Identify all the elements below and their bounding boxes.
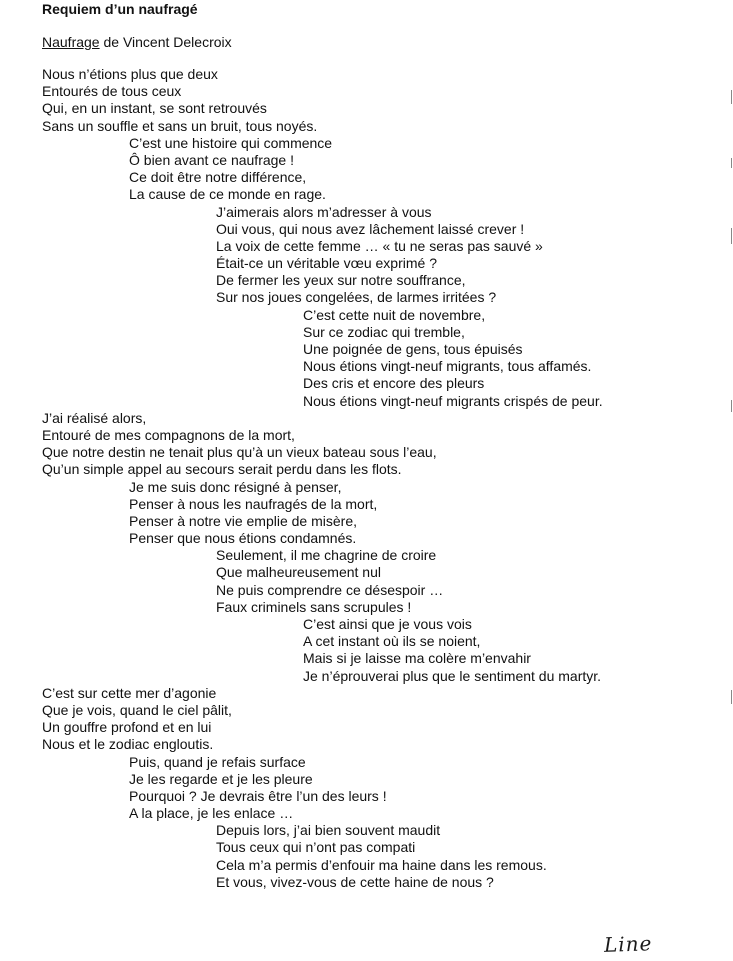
poem-line: Pourquoi ? Je devrais être l’un des leurs ! [129,787,387,804]
poem-line: Penser à nous les naufragés de la mort, [129,495,378,512]
poem-line: C’est sur cette mer d’agonie [42,684,217,701]
poem-line: Un gouffre profond et en lui [42,719,212,736]
poem-line: Seulement, il me chagrine de croire [216,547,437,564]
poem-line: Et vous, vivez-vous de cette haine de nous ? [216,873,494,890]
poem-line: Une poignée de gens, tous épuisés [303,341,523,357]
stanza [0,479,733,548]
scan-artifact [731,90,732,104]
poem-line: Je n’éprouverai plus que le sentiment du martyr. [303,667,602,684]
stanza [0,616,733,685]
stanza [0,547,733,616]
scan-artifact [731,158,732,168]
poem-line: Entourés de tous ceux [42,83,182,100]
scan-artifact [731,400,732,412]
poem-line: Tous ceux qui n’ont pas compati [216,839,416,856]
poem-line: Sur ce zodiac qui tremble, [303,323,465,340]
poem-line: Mais si je laisse ma colère m’envahir [303,650,531,667]
poem-line: A la place, je les enlace … [129,805,294,822]
poem-line: C’est cette nuit de novembre, [303,306,486,323]
poem-line: J’aimerais alors m’adresser à vous [216,203,432,220]
work-author: de Vincent Delecroix [99,34,232,50]
scan-artifact [731,690,732,704]
poem-line: Était-ce un véritable vœu exprimé ? [216,255,437,272]
poem-line: Je me suis donc résigné à penser, [129,478,342,495]
poem-line: Ce doit être notre différence, [129,169,307,186]
poem-line: C’est ainsi que je vous vois [303,616,472,632]
poem-line: Nous étions vingt-neuf migrants, tous affamés. [303,358,592,375]
stanza [0,822,733,891]
poem-line: Depuis lors, j’ai bien souvent maudit [216,822,441,839]
handwritten-signature: Line [603,931,653,957]
stanza [0,685,733,754]
poem-line: C’est une histoire qui commence [129,134,333,151]
poem-line: Des cris et encore des pleurs [303,375,485,392]
poem-line: Puis, quand je refais surface [129,753,306,770]
poem-line: Cela m’a permis d’enfouir ma haine dans les remous. [216,856,547,873]
poem-line: Entouré de mes compagnons de la mort, [42,426,295,443]
poem-title: Requiem d’un naufragé [42,1,198,17]
poem-line: Sans un souffle et sans un bruit, tous noyés. [42,117,318,134]
poem-line: Nous et le zodiac engloutis. [42,736,214,753]
poem-line: Oui vous, qui nous avez lâchement laissé crever ! [216,220,525,237]
poem-line: Nous n’étions plus que deux [42,66,218,82]
stanza [0,66,733,135]
scan-artifact [731,228,732,244]
poem-line: De fermer les yeux sur notre souffrance, [216,272,466,289]
work-title: Naufrage [42,34,100,50]
poem-line: Ne puis comprendre ce désespoir … [216,581,444,598]
poem-line: J’ai réalisé alors, [42,409,147,426]
poem-line: A cet instant où ils se noient, [303,633,481,650]
stanza [0,754,733,823]
poem-line: Je les regarde et je les pleure [129,770,313,787]
poem-line: Qu’un simple appel au secours serait perdu dans les flots. [42,461,402,478]
stanza [0,204,733,307]
poem-line: Nous étions vingt-neuf migrants crispés de peur. [303,392,603,409]
poem-line: Ô bien avant ce naufrage ! [129,151,294,168]
poem-line: Qui, en un instant, se sont retrouvés [42,100,267,117]
poem-line: Penser à notre vie emplie de misère, [129,512,357,529]
stanza [0,135,733,204]
poem-line: La voix de cette femme … « tu ne seras pas sauvé » [216,237,543,254]
stanza [0,410,733,479]
poem-line: Que je vois, quand le ciel pâlit, [42,701,232,718]
poem-line: Que notre destin ne tenait plus qu’à un vieux bateau sous l’eau, [42,444,437,461]
poem-line: La cause de ce monde en rage. [129,186,326,203]
poem-body [0,66,733,891]
stanza [0,307,733,410]
poem-subtitle [42,34,232,50]
poem-line: Penser que nous étions condamnés. [129,530,357,547]
poem-line: Sur nos joues congelées, de larmes irritées ? [216,289,497,306]
poem-line: Que malheureusement nul [216,564,381,581]
poem-line: Faux criminels sans scrupules ! [216,598,412,615]
